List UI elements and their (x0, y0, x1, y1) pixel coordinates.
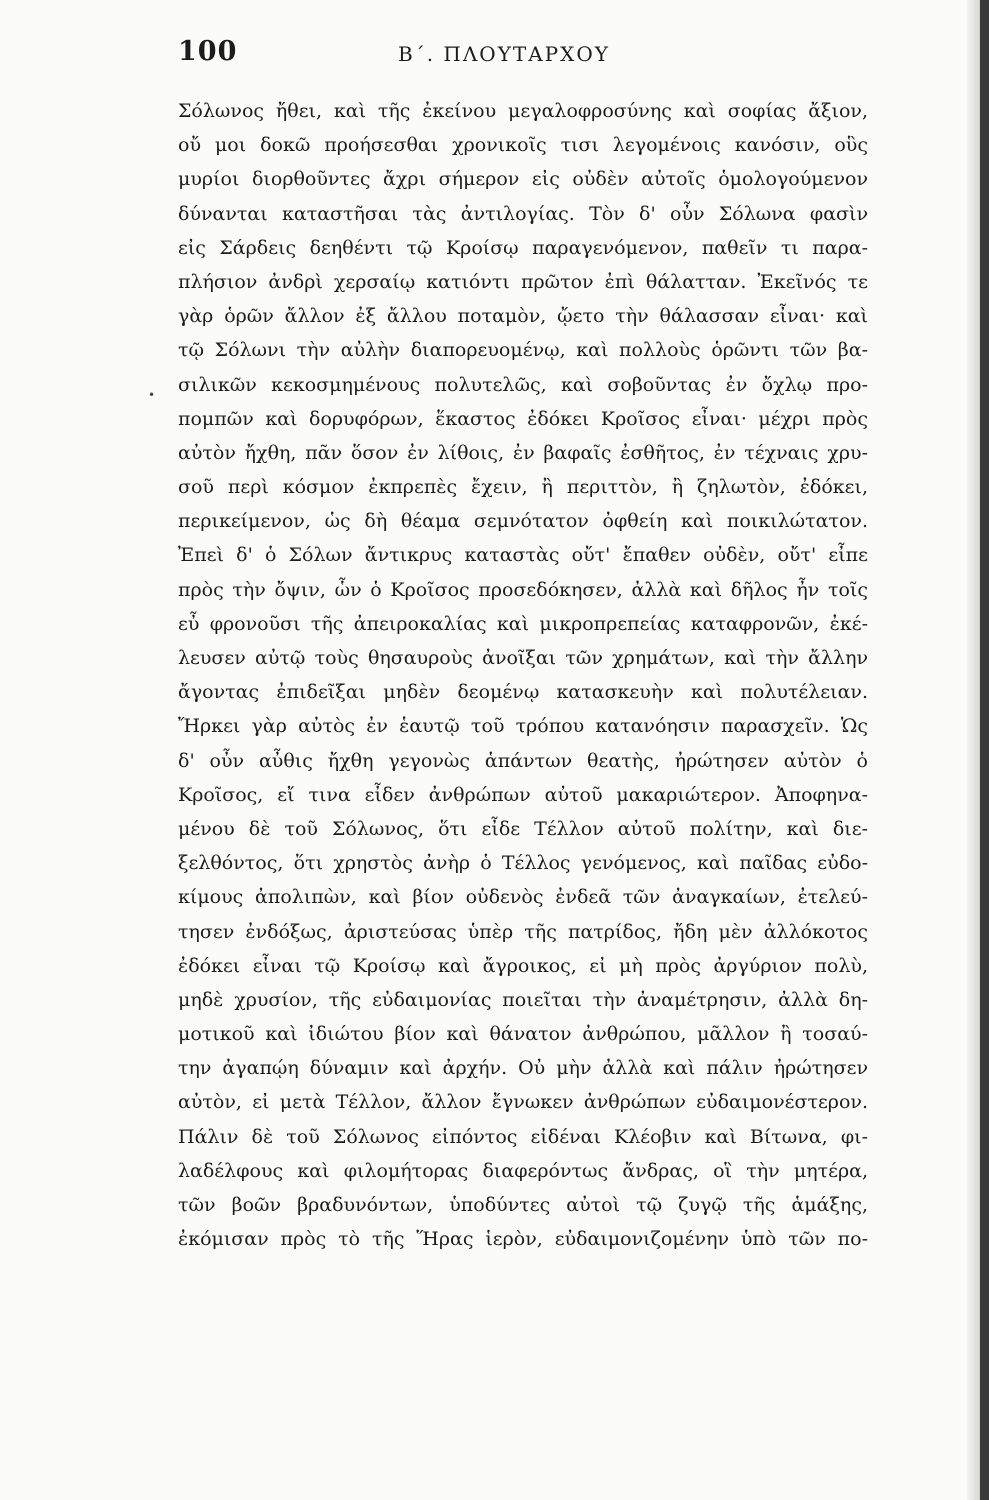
text-line: μυρίοι διορθοῦντες ἄχρι σήμερον εἰς οὐδὲν αὐτοῖς ὁμολογούμενον (178, 168, 868, 191)
text-line: αὐτὸν ἤχθη, πᾶν ὅσον ἐν λίθοις, ἐν βαφαῖς ἐσθῆτος, ἐν τέχναις χρυ- (178, 441, 868, 464)
text-line: Σόλωνος ἤθει, καὶ τῆς ἐκείνου μεγαλοφροσύνης καὶ σοφίας ἄξιον, (178, 100, 868, 122)
text-line: λευσεν αὐτῷ τοὺς θησαυροὺς ἀνοῖξαι τῶν χρημάτων, καὶ τὴν ἄλλην (178, 647, 868, 669)
text-line: σοῦ περὶ κόσμον ἐκπρεπὲς ἔχειν, ἢ περιττὸν, ἢ ζηλωτὸν, ἐδόκει, (178, 476, 868, 499)
text-line: μοτικοῦ καὶ ἰδιώτου βίον καὶ θάνατον ἀνθρώπου, μᾶλλον ἢ τοσαύ- (178, 1023, 868, 1046)
page-header (178, 36, 868, 76)
text-line: τῷ Σόλωνι τὴν αὐλὴν διαπορευομένῳ, καὶ πολλοὺς ὁρῶντι τῶν βα- (178, 339, 868, 362)
text-line: πλήσιον ἀνδρὶ χερσαίῳ κατιόντι πρῶτον ἐπὶ θάλατταν. Ἐκεῖνός τε (178, 270, 868, 293)
text-line: μηδὲ χρυσίον, τῆς εὐδαιμονίας ποιεῖται τὴν ἀναμέτρησιν, ἀλλὰ δη- (178, 988, 868, 1011)
text-line: Πάλιν δὲ τοῦ Σόλωνος εἰπόντος εἰδέναι Κλέοβιν καὶ Βίτωνα, φι- (178, 1125, 868, 1148)
text-line: οὔ μοι δοκῶ προήσεσθαι χρονικοῖς τισι λεγομένοις κανόσιν, οὓς (178, 134, 868, 157)
text-line: ἐδόκει εἶναι τῷ Κροίσῳ καὶ ἄγροικος, εἰ μὴ πρὸς ἀργύριον πολὺ, (178, 954, 868, 977)
text-line: Ἤρκει γὰρ αὐτὸς ἐν ἑαυτῷ τοῦ τρόπου κατανόησιν παρασχεῖν. Ὡς (178, 715, 868, 738)
text-line: Ἐπεὶ δ' ὁ Σόλων ἄντικρυς καταστὰς οὔτ' ἔπαθεν οὐδὲν, οὔτ' εἶπε (178, 544, 868, 567)
text-line: γὰρ ὁρῶν ἄλλον ἐξ ἄλλου ποταμὸν, ᾤετο τὴν θάλασσαν εἶναι· καὶ (178, 305, 868, 328)
text-line: λαδέλφους καὶ φιλομήτορας διαφερόντως ἄνδρας, οἳ τὴν μητέρα, (178, 1159, 868, 1182)
text-line: κίμους ἀπολιπὼν, καὶ βίον οὐδενὸς ἐνδεᾶ τῶν ἀναγκαίων, ἐτελεύ- (178, 886, 868, 909)
text-line: δ' οὖν αὖθις ἤχθη γεγονὼς ἁπάντων θεατὴς, ἠρώτησεν αὐτὸν ὁ (178, 749, 868, 772)
text-line: ἐκόμισαν πρὸς τὸ τῆς Ἥρας ἱερὸν, εὐδαιμονιζομένην ὑπὸ τῶν πο- (178, 1228, 868, 1251)
text-line: αὐτὸν, εἰ μετὰ Τέλλον, ἄλλον ἔγνωκεν ἀνθρώπων εὐδαιμονέστερον. (178, 1091, 868, 1114)
text-line: μένου δὲ τοῦ Σόλωνος, ὅτι εἶδε Τέλλον αὐτοῦ πολίτην, καὶ διε- (178, 817, 868, 840)
text-line: τησεν ἐνδόξως, ἀριστεύσας ὑπὲρ τῆς πατρίδος, ἤδη μὲν ἀλλόκοτος (178, 920, 868, 943)
page-edge-band (980, 0, 989, 1500)
page-number: 100 (178, 36, 238, 67)
text-line: εὖ φρονοῦσι τῆς ἀπειροκαλίας καὶ μικροπρεπείας καταφρονῶν, ἐκέ- (178, 612, 868, 635)
margin-mark: • (148, 388, 156, 402)
text-line: δύνανται καταστῆσαι τὰς ἀντιλογίας. Τὸν δ' οὖν Σόλωνα φασὶν (178, 202, 868, 225)
text-line: πομπῶν καὶ δορυφόρων, ἕκαστος ἐδόκει Κροῖσος εἶναι· μέχρι πρὸς (178, 407, 868, 430)
text-line: εἰς Σάρδεις δεηθέντι τῷ Κροίσῳ παραγενόμενον, παθεῖν τι παρα- (178, 236, 868, 259)
text-line: την ἀγαπῴη δύναμιν καὶ ἀρχήν. Οὐ μὴν ἀλλὰ καὶ πάλιν ἠρώτησεν (178, 1057, 868, 1080)
text-line: πρὸς τὴν ὄψιν, ὧν ὁ Κροῖσος προσεδόκησεν, ἀλλὰ καὶ δῆλος ἦν τοῖς (178, 578, 868, 601)
text-line: ξελθόντος, ὅτι χρηστὸς ἀνὴρ ὁ Τέλλος γενόμενος, καὶ παῖδας εὐδο- (178, 852, 868, 875)
text-line: περικείμενον, ὡς δὴ θέαμα σεμνότατον ὀφθείη καὶ ποικιλώτατον. (178, 510, 868, 533)
running-title: Β΄. ΠΛΟΥΤΑΡΧΟΥ (398, 42, 610, 66)
text-line: σιλικῶν κεκοσμημένους πολυτελῶς, καὶ σοβοῦντας ἐν ὄχλῳ προ- (178, 373, 868, 396)
text-line: τῶν βοῶν βραδυνόντων, ὑποδύντες αὐτοὶ τῷ ζυγῷ τῆς ἁμάξης, (178, 1194, 868, 1216)
body-text (178, 94, 868, 1256)
text-line: Κροῖσος, εἴ τινα εἶδεν ἀνθρώπων αὐτοῦ μακαριώτερον. Ἀποφηνα- (178, 783, 868, 806)
text-line: ἄγοντας ἐπιδεῖξαι μηδὲν δεομένῳ κατασκευὴν καὶ πολυτέλειαν. (178, 681, 868, 704)
